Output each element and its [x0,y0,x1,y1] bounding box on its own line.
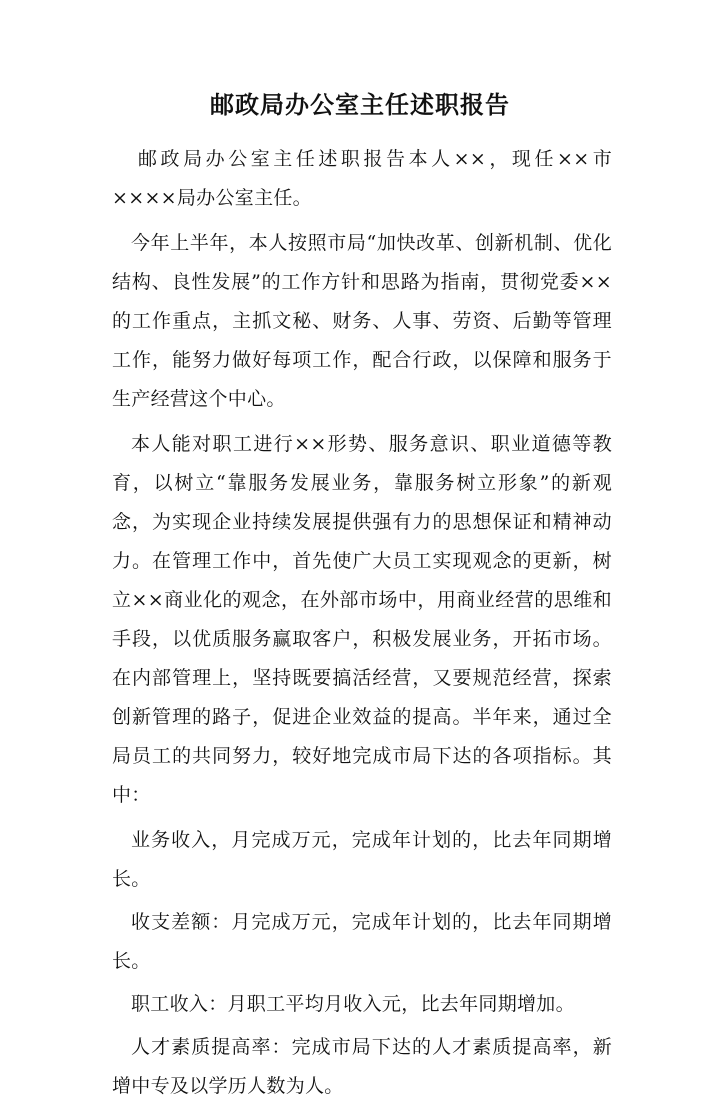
paragraph-income-expense-balance: 收支差额：月完成万元，完成年计划的，比去年同期增长。 [112,911,612,972]
document-body [112,140,612,1112]
paragraph-intro: 邮政局办公室主任述职报告本人××，现任××市××××局办公室主任。 [112,148,612,209]
paragraph-staff-income: 职工收入：月职工平均月收入元，比去年同期增加。 [131,993,575,1015]
paragraph-education-management: 本人能对职工进行××形势、服务意识、职业道德等教育，以树立“靠服务发展业务，靠服务树立形象”的新观念，为实现企业持续发展提供强有力的思想保证和精神动力。在管理工作中，首先使广大员工实现观念的更新，树立××商业化的观念，在外部市场中，用商业经营的思维和手段，以优质服务赢取客户，积极发展业务，开拓市场。在内部管理上，坚持既要搞活经营，又要规范经营，探索创新管理的路子，促进企业效益的提高。半年来，通过全局员工的共同努力，较好地完成市局下达的各项指标。其中： [112,433,612,806]
paragraph-work-focus: 今年上半年，本人按照市局“加快改革、创新机制、优化结构、良性发展”的工作方针和思路为指南，贯彻党委××的工作重点，主抓文秘、财务、人事、劳资、后勤等管理工作，能努力做好每项工作，配合行政，以保障和服务于生产经营这个中心。 [112,232,612,410]
paragraph-business-revenue: 业务收入，月完成万元，完成年计划的，比去年同期增长。 [112,829,612,890]
paragraph-talent-quality: 人才素质提高率：完成市局下达的人才素质提高率，新增中专及以学历人数为人。 [112,1036,612,1097]
document-title: 邮政局办公室主任述职报告 [210,91,510,119]
